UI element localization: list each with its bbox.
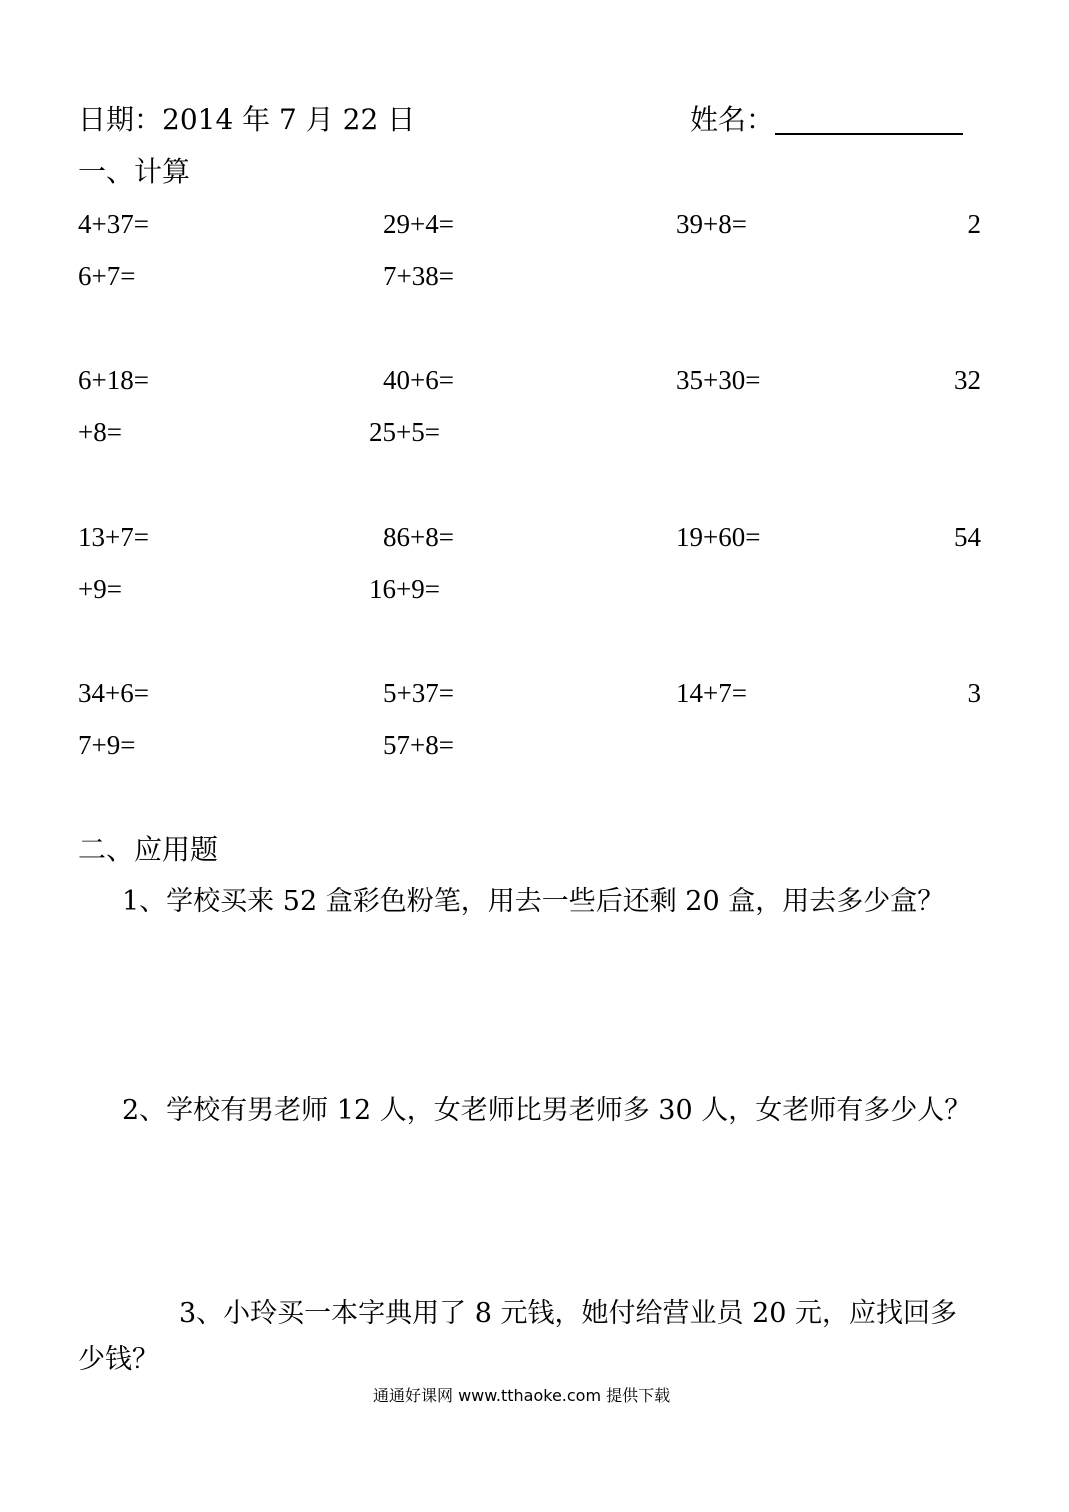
date-text: 日期：2014 年 7 月 22 日 — [78, 103, 416, 136]
problem: 2 — [967, 209, 981, 239]
problem: 29+4= — [383, 209, 454, 239]
problem: +9= — [78, 574, 122, 604]
problem: 19+60= — [676, 522, 761, 552]
word-problem-2: 2、学校有男老师 12 人，女老师比男老师多 30 人，女老师有多少人？ — [122, 1095, 972, 1126]
problem: 13+7= — [78, 522, 149, 552]
problem: 3 — [967, 678, 981, 708]
problem: 40+6= — [383, 365, 454, 395]
problem: 86+8= — [383, 522, 454, 552]
problem: +8= — [78, 417, 122, 447]
problem: 5+37= — [383, 678, 454, 708]
problem: 7+38= — [383, 261, 454, 291]
word-problem-1: 1、学校买来 52 盒彩色粉笔，用去一些后还剩 20 盒，用去多少盒？ — [122, 886, 945, 917]
problem: 25+5= — [369, 417, 440, 447]
problem: 32 — [954, 365, 981, 395]
problem: 34+6= — [78, 678, 149, 708]
problem: 6+18= — [78, 365, 149, 395]
problem: 16+9= — [369, 574, 440, 604]
section2-title: 二、应用题 — [78, 833, 219, 866]
problem: 54 — [954, 522, 981, 552]
word-problem-3-line2: 少钱？ — [78, 1344, 159, 1375]
section1-title: 一、计算 — [78, 155, 191, 188]
problem: 39+8= — [676, 209, 747, 239]
problem: 4+37= — [78, 209, 149, 239]
name-label: 姓名： — [690, 103, 775, 136]
name-blank-line[interactable] — [775, 133, 963, 135]
footer-text: 通通好课网 www.tthaoke.com 提供下载 — [373, 1386, 671, 1405]
problem: 57+8= — [383, 730, 454, 760]
problem: 14+7= — [676, 678, 747, 708]
problem: 7+9= — [78, 730, 136, 760]
word-problem-3-line1: 3、小玲买一本字典用了 8 元钱，她付给营业员 20 元，应找回多 — [179, 1298, 958, 1329]
problem: 6+7= — [78, 261, 136, 291]
problem: 35+30= — [676, 365, 761, 395]
